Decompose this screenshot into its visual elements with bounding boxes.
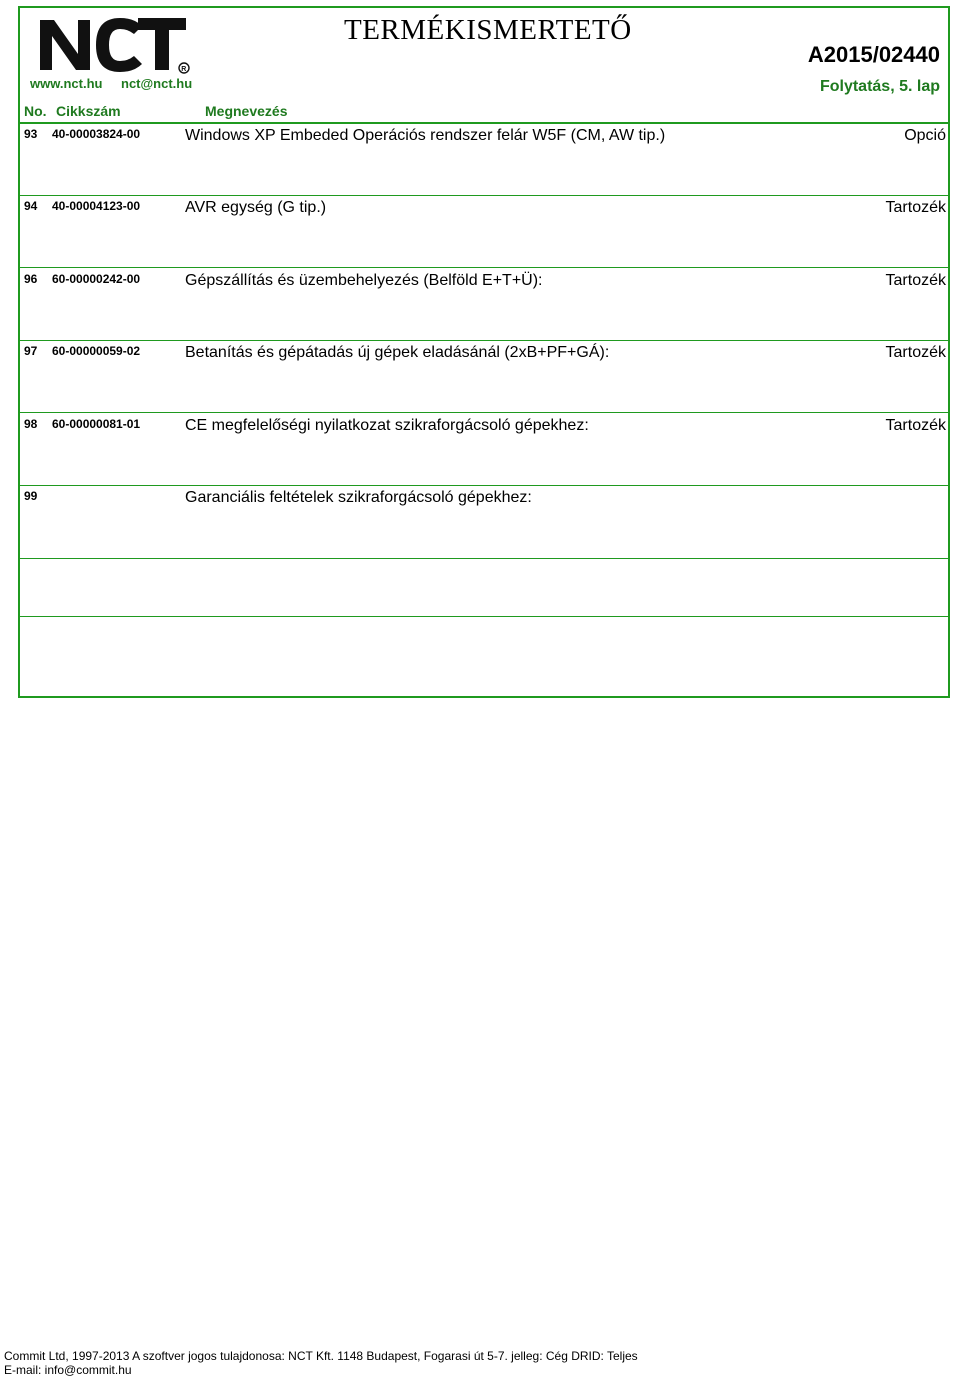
row-status: Tartozék [885,417,946,434]
row-separator [20,412,948,413]
column-header-no: No. [24,103,47,119]
row-description: Windows XP Embeded Operációs rendszer felár W5F (CM, AW tip.) [185,127,666,144]
email-link[interactable]: nct@nct.hu [121,76,193,91]
row-code: 40-00003824-00 [52,127,141,141]
row-code: 60-00000242-00 [52,272,141,286]
column-header-name: Megnevezés [205,103,288,119]
row-status: Tartozék [885,344,946,361]
svg-text:R: R [181,66,187,73]
row-separator [20,195,948,196]
row-separator [20,340,948,341]
header-separator [20,122,948,124]
row-number: 94 [24,199,38,213]
nct-logo-icon [38,14,198,74]
row-separator [20,558,948,559]
row-number: 96 [24,272,38,286]
row-description: CE megfelelőségi nyilatkozat szikraforgácsoló gépekhez: [185,417,589,434]
row-separator [20,267,948,268]
row-code: 60-00000059-02 [52,344,141,358]
row-code: 60-00000081-01 [52,417,141,431]
row-number: 93 [24,127,38,141]
row-separator [20,616,948,617]
row-status: Opció [904,127,946,144]
website-link[interactable]: www.nct.hu [30,76,103,91]
page-title: TERMÉKISMERTETŐ [344,14,632,46]
footer-email: E-mail: info@commit.hu [4,1363,132,1377]
row-description: Betanítás és gépátadás új gépek eladásánál (2xB+PF+GÁ): [185,344,610,361]
row-status: Tartozék [885,199,946,216]
row-right-border [948,268,950,340]
row-number: 99 [24,489,38,503]
row-description: AVR egység (G tip.) [185,199,327,216]
row-description: Gépszállítás és üzembehelyezés (Belföld E+T+Ü): [185,272,543,289]
row-number: 98 [24,417,38,431]
row-status: Tartozék [885,272,946,289]
document-number: A2015/02440 [807,42,940,67]
row-separator [20,485,948,486]
row-code: 40-00004123-00 [52,199,141,213]
row-number: 97 [24,344,38,358]
continuation-label: Folytatás, 5. lap [819,78,940,95]
column-header-code: Cikkszám [56,103,121,119]
row-right-border [948,196,950,267]
footer-copyright: Commit Ltd, 1997-2013 A szoftver jogos tulajdonosa: NCT Kft. 1148 Budapest, Fogarasi út 5-7. jelleg: Cég DRID: Teljes [4,1349,638,1363]
row-description: Garanciális feltételek szikraforgácsoló gépekhez: [185,489,532,506]
